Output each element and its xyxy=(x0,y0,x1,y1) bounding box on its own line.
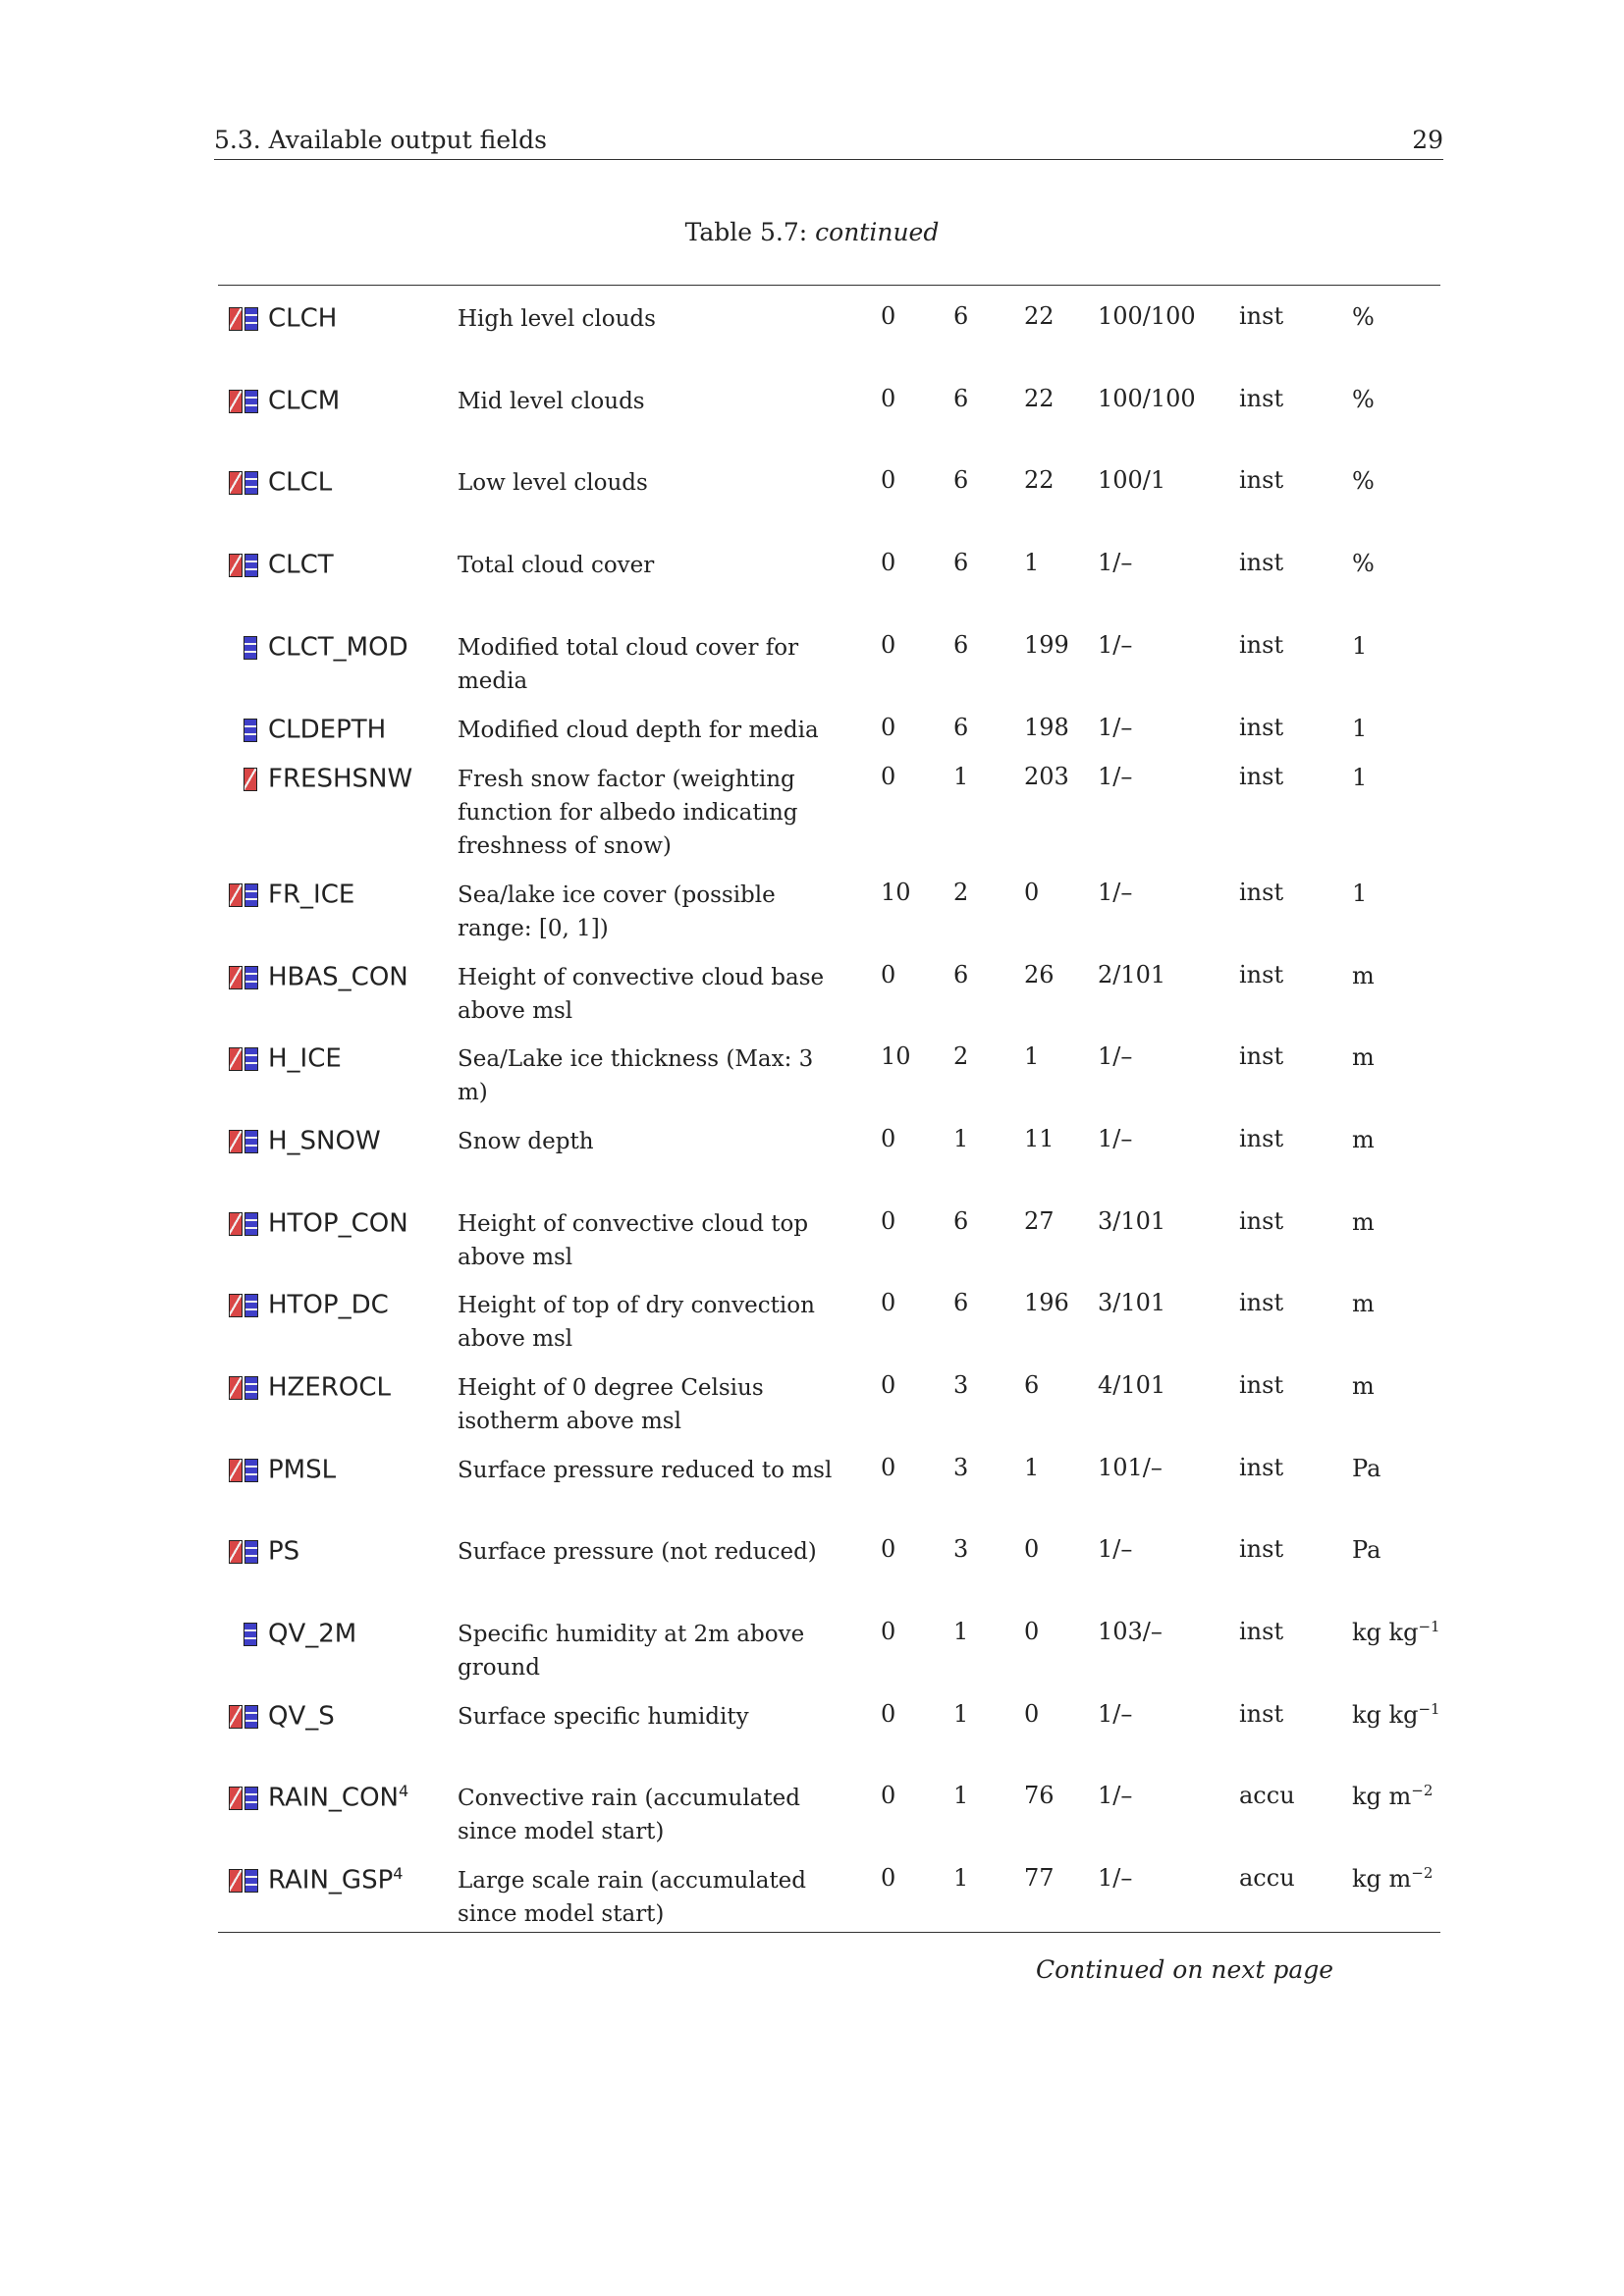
field-description: Low level clouds xyxy=(458,470,648,496)
field-name: HZEROCL xyxy=(268,1372,391,1403)
availability-icons xyxy=(229,471,258,495)
unit-value: m xyxy=(1352,1043,1375,1071)
time-type-value: inst xyxy=(1239,631,1284,659)
blue-model-icon xyxy=(244,1047,258,1071)
level-type-value: 100/100 xyxy=(1098,302,1196,330)
blue-model-icon xyxy=(244,1459,258,1482)
field-name: HTOP_CON xyxy=(268,1208,408,1239)
availability-icons xyxy=(244,1623,257,1646)
discipline-value: 10 xyxy=(881,879,911,906)
category-value: 1 xyxy=(953,763,969,790)
discipline-value: 0 xyxy=(881,302,896,330)
time-type-value: inst xyxy=(1239,1371,1284,1399)
field-description: Sea/Lake ice thickness (Max: 3 m) xyxy=(458,1046,814,1105)
time-type-value: inst xyxy=(1239,961,1284,988)
blue-model-icon xyxy=(244,1540,258,1564)
blue-model-icon xyxy=(244,883,258,907)
continued-note: Continued on next page xyxy=(1036,1955,1334,1984)
blue-model-icon xyxy=(244,390,258,413)
availability-icons xyxy=(244,768,257,791)
availability-icons xyxy=(229,1459,258,1482)
running-header xyxy=(214,126,1443,160)
unit-value: % xyxy=(1352,386,1375,413)
red-model-icon xyxy=(229,1130,243,1153)
level-type-value: 1/– xyxy=(1098,714,1133,741)
discipline-value: 0 xyxy=(881,1289,896,1316)
category-value: 6 xyxy=(953,961,969,988)
blue-model-icon xyxy=(244,1869,258,1893)
red-model-icon xyxy=(229,307,243,331)
availability-icons xyxy=(244,636,257,660)
field-name: QV_2M xyxy=(268,1619,357,1649)
level-type-value: 4/101 xyxy=(1098,1371,1166,1399)
time-type-value: inst xyxy=(1239,1618,1284,1645)
number-value: 76 xyxy=(1024,1782,1055,1809)
unit-value: m xyxy=(1352,1290,1375,1317)
field-name: CLCM xyxy=(268,386,341,416)
blue-model-icon xyxy=(244,966,258,989)
caption-label: Table 5.7: xyxy=(684,218,808,246)
time-type-value: inst xyxy=(1239,1454,1284,1481)
blue-model-icon xyxy=(244,471,258,495)
discipline-value: 0 xyxy=(881,1125,896,1152)
page-number: 29 xyxy=(1412,126,1443,154)
category-value: 6 xyxy=(953,714,969,741)
time-type-value: inst xyxy=(1239,302,1284,330)
number-value: 22 xyxy=(1024,302,1055,330)
caption-continued: continued xyxy=(815,218,940,246)
discipline-value: 0 xyxy=(881,961,896,988)
field-name: FR_ICE xyxy=(268,880,355,910)
field-description: High level clouds xyxy=(458,306,656,332)
category-value: 1 xyxy=(953,1125,969,1152)
unit-value: Pa xyxy=(1352,1536,1381,1564)
field-name: PMSL xyxy=(268,1455,337,1485)
unit-value: 1 xyxy=(1352,632,1368,660)
field-description: Height of 0 degree Celsius isotherm above msl xyxy=(458,1375,764,1434)
time-type-value: inst xyxy=(1239,549,1284,576)
unit-value: Pa xyxy=(1352,1455,1381,1482)
blue-model-icon xyxy=(244,554,258,577)
field-name: H_ICE xyxy=(268,1043,342,1074)
red-model-icon xyxy=(229,1376,243,1400)
number-value: 0 xyxy=(1024,1700,1040,1728)
number-value: 198 xyxy=(1024,714,1069,741)
discipline-value: 0 xyxy=(881,1618,896,1645)
number-value: 203 xyxy=(1024,763,1069,790)
table-bottom-rule xyxy=(218,1932,1440,1933)
time-type-value: inst xyxy=(1239,1535,1284,1563)
number-value: 0 xyxy=(1024,1535,1040,1563)
field-description: Large scale rain (accumulated since model start) xyxy=(458,1868,807,1927)
blue-model-icon xyxy=(244,1130,258,1153)
unit-value: 1 xyxy=(1352,764,1368,791)
number-value: 199 xyxy=(1024,631,1069,659)
time-type-value: inst xyxy=(1239,1700,1284,1728)
level-type-value: 1/– xyxy=(1098,879,1133,906)
availability-icons xyxy=(229,1787,258,1810)
blue-model-icon xyxy=(244,719,257,742)
field-description: Modified cloud depth for media xyxy=(458,718,819,743)
unit-value: kg $m^{-2}$ xyxy=(1352,1864,1434,1893)
red-model-icon xyxy=(229,471,243,495)
section-title: 5.3. Available output fields xyxy=(214,126,547,154)
level-type-value: 1/– xyxy=(1098,549,1133,576)
time-type-value: inst xyxy=(1239,466,1284,494)
field-description: Height of convective cloud top above msl xyxy=(458,1211,809,1270)
availability-icons xyxy=(229,1047,258,1071)
availability-icons xyxy=(229,883,258,907)
availability-icons xyxy=(244,719,257,742)
field-name: RAIN_GSP$^4$ xyxy=(268,1864,404,1896)
blue-model-icon xyxy=(244,1376,258,1400)
field-name: CLCL xyxy=(268,467,333,498)
blue-model-icon xyxy=(244,1623,257,1646)
time-type-value: inst xyxy=(1239,385,1284,412)
level-type-value: 2/101 xyxy=(1098,961,1166,988)
level-type-value: 100/100 xyxy=(1098,385,1196,412)
availability-icons xyxy=(229,1130,258,1153)
level-type-value: 1/– xyxy=(1098,1535,1133,1563)
time-type-value: inst xyxy=(1239,763,1284,790)
discipline-value: 0 xyxy=(881,1700,896,1728)
field-description: Mid level clouds xyxy=(458,389,645,414)
discipline-value: 10 xyxy=(881,1042,911,1070)
discipline-value: 0 xyxy=(881,549,896,576)
discipline-value: 0 xyxy=(881,1371,896,1399)
time-type-value: inst xyxy=(1239,1207,1284,1235)
unit-value: % xyxy=(1352,303,1375,331)
blue-model-icon xyxy=(244,636,257,660)
category-value: 2 xyxy=(953,879,969,906)
level-type-value: 101/– xyxy=(1098,1454,1163,1481)
blue-model-icon xyxy=(244,1705,258,1729)
red-model-icon xyxy=(229,1869,243,1893)
unit-value: 1 xyxy=(1352,715,1368,742)
field-description: Total cloud cover xyxy=(458,553,655,578)
discipline-value: 0 xyxy=(881,714,896,741)
category-value: 3 xyxy=(953,1371,969,1399)
category-value: 1 xyxy=(953,1864,969,1892)
category-value: 3 xyxy=(953,1535,969,1563)
field-description: Modified total cloud cover for media xyxy=(458,635,799,694)
availability-icons xyxy=(229,1376,258,1400)
red-model-icon xyxy=(229,1787,243,1810)
field-name: CLCH xyxy=(268,303,338,334)
number-value: 0 xyxy=(1024,1618,1040,1645)
number-value: 26 xyxy=(1024,961,1055,988)
field-name: RAIN_CON$^4$ xyxy=(268,1782,409,1813)
number-value: 27 xyxy=(1024,1207,1055,1235)
time-type-value: inst xyxy=(1239,1042,1284,1070)
category-value: 6 xyxy=(953,1207,969,1235)
red-model-icon xyxy=(229,390,243,413)
field-name: HTOP_DC xyxy=(268,1290,389,1320)
time-type-value: inst xyxy=(1239,879,1284,906)
field-name: CLCT_MOD xyxy=(268,632,408,663)
number-value: 1 xyxy=(1024,1042,1040,1070)
red-model-icon xyxy=(229,966,243,989)
time-type-value: accu xyxy=(1239,1782,1295,1809)
discipline-value: 0 xyxy=(881,385,896,412)
number-value: 77 xyxy=(1024,1864,1055,1892)
level-type-value: 3/101 xyxy=(1098,1207,1166,1235)
field-name: H_SNOW xyxy=(268,1126,381,1156)
category-value: 6 xyxy=(953,631,969,659)
category-value: 3 xyxy=(953,1454,969,1481)
unit-value: kg $kg^{-1}$ xyxy=(1352,1618,1440,1646)
level-type-value: 103/– xyxy=(1098,1618,1163,1645)
category-value: 6 xyxy=(953,549,969,576)
number-value: 11 xyxy=(1024,1125,1055,1152)
red-model-icon xyxy=(229,883,243,907)
category-value: 6 xyxy=(953,1289,969,1316)
availability-icons xyxy=(229,554,258,577)
category-value: 1 xyxy=(953,1618,969,1645)
table-caption xyxy=(0,218,1624,246)
discipline-value: 0 xyxy=(881,1207,896,1235)
category-value: 1 xyxy=(953,1782,969,1809)
number-value: 1 xyxy=(1024,1454,1040,1481)
level-type-value: 1/– xyxy=(1098,1700,1133,1728)
red-model-icon xyxy=(229,1294,243,1317)
availability-icons xyxy=(229,1540,258,1564)
discipline-value: 0 xyxy=(881,1454,896,1481)
blue-model-icon xyxy=(244,1294,258,1317)
field-name: CLDEPTH xyxy=(268,715,387,745)
number-value: 22 xyxy=(1024,385,1055,412)
discipline-value: 0 xyxy=(881,1535,896,1563)
field-name: CLCT xyxy=(268,550,334,580)
level-type-value: 1/– xyxy=(1098,631,1133,659)
red-model-icon xyxy=(229,1212,243,1236)
number-value: 6 xyxy=(1024,1371,1040,1399)
availability-icons xyxy=(229,1705,258,1729)
level-type-value: 1/– xyxy=(1098,1125,1133,1152)
unit-value: m xyxy=(1352,1372,1375,1400)
number-value: 22 xyxy=(1024,466,1055,494)
level-type-value: 1/– xyxy=(1098,1042,1133,1070)
discipline-value: 0 xyxy=(881,1864,896,1892)
unit-value: 1 xyxy=(1352,880,1368,907)
category-value: 6 xyxy=(953,385,969,412)
blue-model-icon xyxy=(244,307,258,331)
field-description: Snow depth xyxy=(458,1129,594,1154)
availability-icons xyxy=(229,1212,258,1236)
category-value: 6 xyxy=(953,466,969,494)
unit-value: kg $kg^{-1}$ xyxy=(1352,1700,1440,1729)
level-type-value: 3/101 xyxy=(1098,1289,1166,1316)
availability-icons xyxy=(229,307,258,331)
unit-value: % xyxy=(1352,550,1375,577)
blue-model-icon xyxy=(244,1212,258,1236)
level-type-value: 1/– xyxy=(1098,1782,1133,1809)
availability-icons xyxy=(229,390,258,413)
table-top-rule xyxy=(218,285,1440,286)
availability-icons xyxy=(229,1294,258,1317)
blue-model-icon xyxy=(244,1787,258,1810)
field-name: FRESHSNW xyxy=(268,764,413,794)
field-description: Surface pressure reduced to msl xyxy=(458,1458,833,1483)
category-value: 1 xyxy=(953,1700,969,1728)
field-description: Height of convective cloud base above msl xyxy=(458,965,825,1024)
level-type-value: 1/– xyxy=(1098,1864,1133,1892)
unit-value: % xyxy=(1352,467,1375,495)
unit-value: kg $m^{-2}$ xyxy=(1352,1782,1434,1810)
number-value: 0 xyxy=(1024,879,1040,906)
unit-value: m xyxy=(1352,1208,1375,1236)
category-value: 6 xyxy=(953,302,969,330)
red-model-icon xyxy=(229,1540,243,1564)
field-description: Specific humidity at 2m above ground xyxy=(458,1622,805,1681)
availability-icons xyxy=(229,966,258,989)
level-type-value: 1/– xyxy=(1098,763,1133,790)
number-value: 1 xyxy=(1024,549,1040,576)
field-description: Sea/lake ice cover (possible range: [0, 1]) xyxy=(458,882,776,941)
unit-value: m xyxy=(1352,962,1375,989)
level-type-value: 100/1 xyxy=(1098,466,1166,494)
availability-icons xyxy=(229,1869,258,1893)
field-name: PS xyxy=(268,1536,300,1567)
red-model-icon xyxy=(229,1047,243,1071)
discipline-value: 0 xyxy=(881,763,896,790)
time-type-value: inst xyxy=(1239,714,1284,741)
discipline-value: 0 xyxy=(881,631,896,659)
unit-value: m xyxy=(1352,1126,1375,1153)
field-description: Height of top of dry convection above msl xyxy=(458,1293,815,1352)
field-description: Surface pressure (not reduced) xyxy=(458,1539,817,1565)
field-name: HBAS_CON xyxy=(268,962,408,992)
time-type-value: inst xyxy=(1239,1125,1284,1152)
category-value: 2 xyxy=(953,1042,969,1070)
time-type-value: accu xyxy=(1239,1864,1295,1892)
field-description: Surface specific humidity xyxy=(458,1704,749,1730)
red-model-icon xyxy=(229,1459,243,1482)
number-value: 196 xyxy=(1024,1289,1069,1316)
red-model-icon xyxy=(229,1705,243,1729)
time-type-value: inst xyxy=(1239,1289,1284,1316)
discipline-value: 0 xyxy=(881,1782,896,1809)
discipline-value: 0 xyxy=(881,466,896,494)
field-description: Convective rain (accumulated since model start) xyxy=(458,1786,800,1844)
red-model-icon xyxy=(244,768,257,791)
red-model-icon xyxy=(229,554,243,577)
field-name: QV_S xyxy=(268,1701,335,1732)
field-description: Fresh snow factor (weighting function for albedo indicating freshness of snow) xyxy=(458,767,798,859)
